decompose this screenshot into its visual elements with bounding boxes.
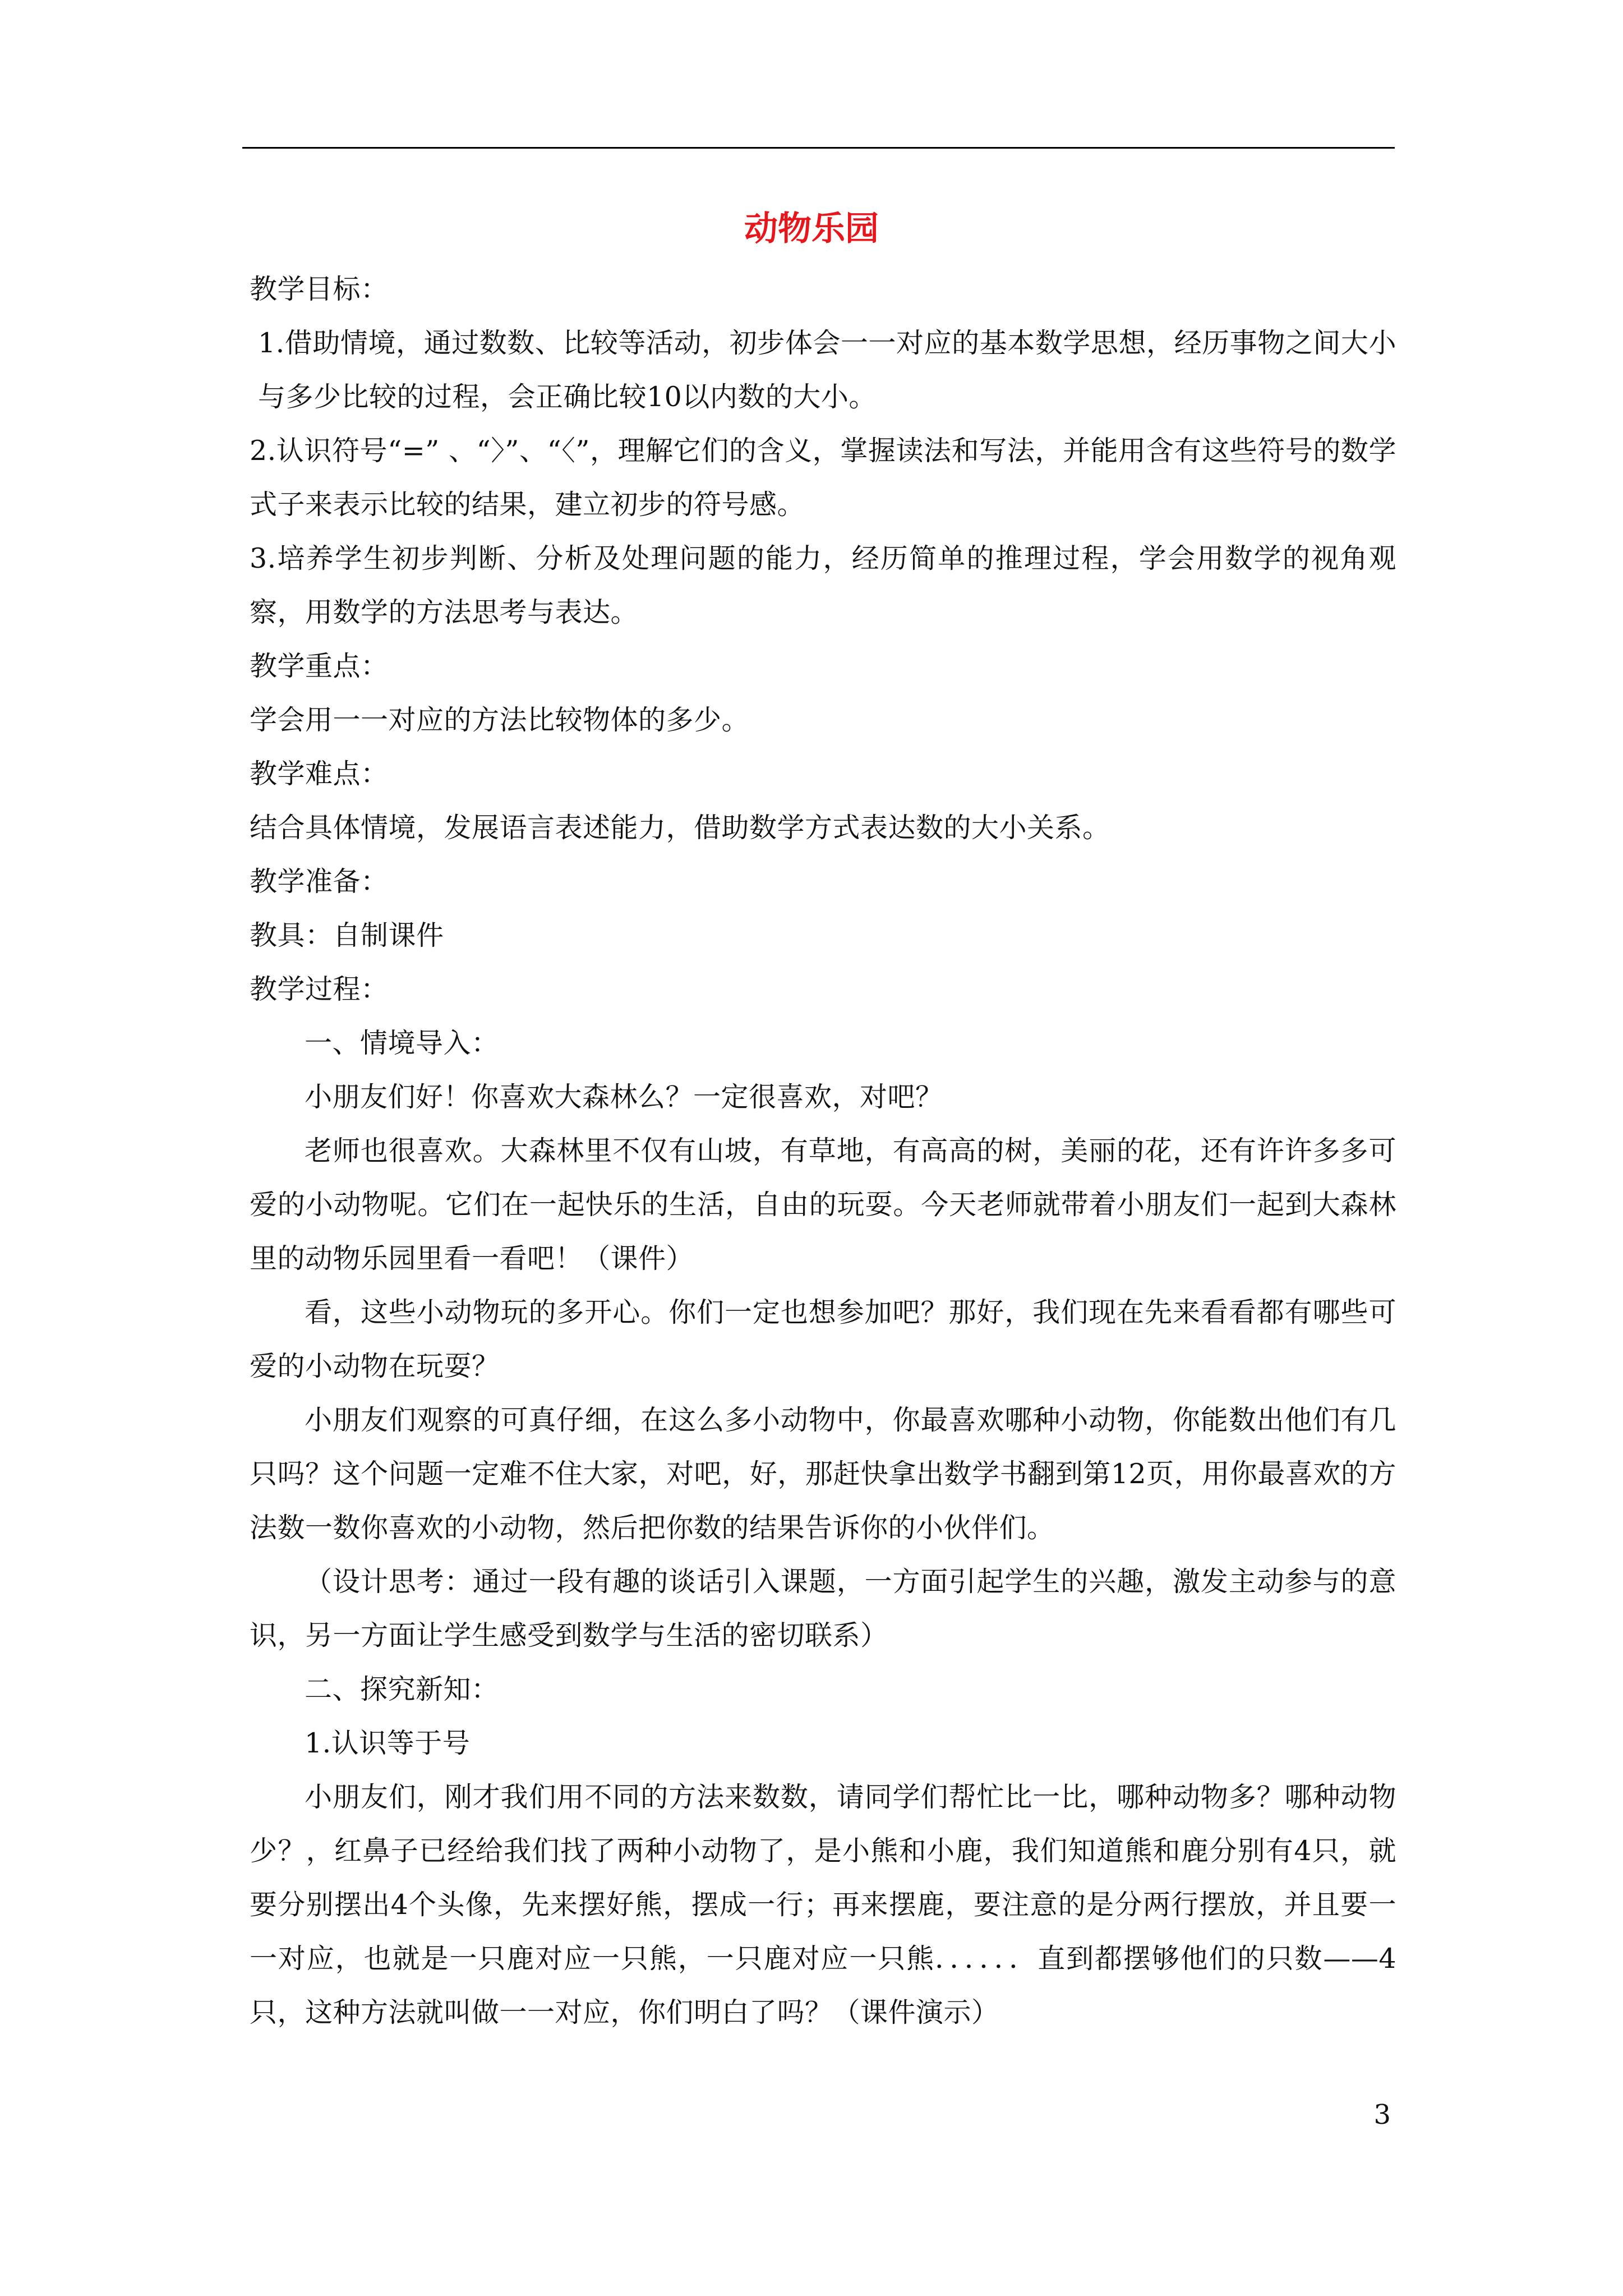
document-title: 动物乐园 — [744, 209, 879, 249]
goal-item-1: 1.借助情境，通过数数、比较等活动，初步体会一一对应的基本数学思想，经历事物之间大小与多少比较的过程，会正确比较10以内数的大小。 — [258, 327, 1396, 413]
goals-heading: 教学目标： — [250, 273, 389, 305]
key-points-heading: 教学重点： — [250, 650, 389, 682]
header-rule — [242, 147, 1395, 149]
paragraph-4: 小朋友们观察的可真仔细，在这么多小动物中，你最喜欢哪种小动物，你能数出他们有几只吗？这个问题一定难不住大家，对吧，好，那赶快拿出数学书翻到第12页，用你最喜欢的方法数一数你喜欢的小动物，然后把你数的结果告诉你的小伙伴们。 — [250, 1404, 1396, 1544]
paragraph-1: 小朋友们好！你喜欢大森林么？一定很喜欢，对吧？ — [305, 1081, 943, 1113]
goal-item-3: 3.培养学生初步判断、分析及处理问题的能力，经历简单的推理过程，学会用数学的视角观察，用数学的方法思考与表达。 — [250, 542, 1396, 628]
section-2-heading: 二、探究新知： — [305, 1673, 499, 1705]
difficult-points-heading: 教学难点： — [250, 758, 389, 790]
subsection-1-heading: 1.认识等于号 — [305, 1727, 471, 1759]
key-points-text: 学会用一一对应的方法比较物体的多少。 — [250, 704, 750, 736]
goal-item-2: 2.认识符号“=” 、“〉”、“〈”，理解它们的含义，掌握读法和写法，并能用含有这些符号的数学式子来表示比较的结果，建立初步的符号感。 — [250, 435, 1396, 521]
page-number: 3 — [1373, 2099, 1391, 2131]
document-body — [250, 263, 1396, 2040]
preparation-heading: 教学准备： — [250, 866, 389, 898]
section-1-heading: 一、情境导入： — [305, 1027, 499, 1059]
difficult-points-text: 结合具体情境，发展语言表述能力，借助数学方式表达数的大小关系。 — [250, 812, 1110, 844]
process-heading: 教学过程： — [250, 973, 389, 1005]
design-note: （设计思考：通过一段有趣的谈话引入课题，一方面引起学生的兴趣，激发主动参与的意识，另一方面让学生感受到数学与生活的密切联系） — [250, 1566, 1396, 1651]
preparation-text: 教具：自制课件 — [250, 919, 444, 951]
paragraph-6: 小朋友们，刚才我们用不同的方法来数数，请同学们帮忙比一比，哪种动物多？哪种动物少？，红鼻子已经给我们找了两种小动物了，是小熊和小鹿，我们知道熊和鹿分别有4只，就要分别摆出4个头像，先来摆好熊，摆成一行；再来摆鹿，要注意的是分两行摆放，并且要一一对应，也就是一只鹿对应一只熊，一只鹿对应一只熊．．．．．．直到都摆够他们的只数——4只，这种方法就叫做一一对应，你们明白了吗？（课件演示） — [250, 1781, 1396, 2028]
paragraph-2: 老师也很喜欢。大森林里不仅有山坡，有草地，有高高的树，美丽的花，还有许许多多可爱的小动物呢。它们在一起快乐的生活，自由的玩耍。今天老师就带着小朋友们一起到大森林里的动物乐园里看一看吧！（课件） — [250, 1135, 1396, 1274]
paragraph-3: 看，这些小动物玩的多开心。你们一定也想参加吧？那好，我们现在先来看看都有哪些可爱的小动物在玩耍？ — [250, 1296, 1396, 1382]
